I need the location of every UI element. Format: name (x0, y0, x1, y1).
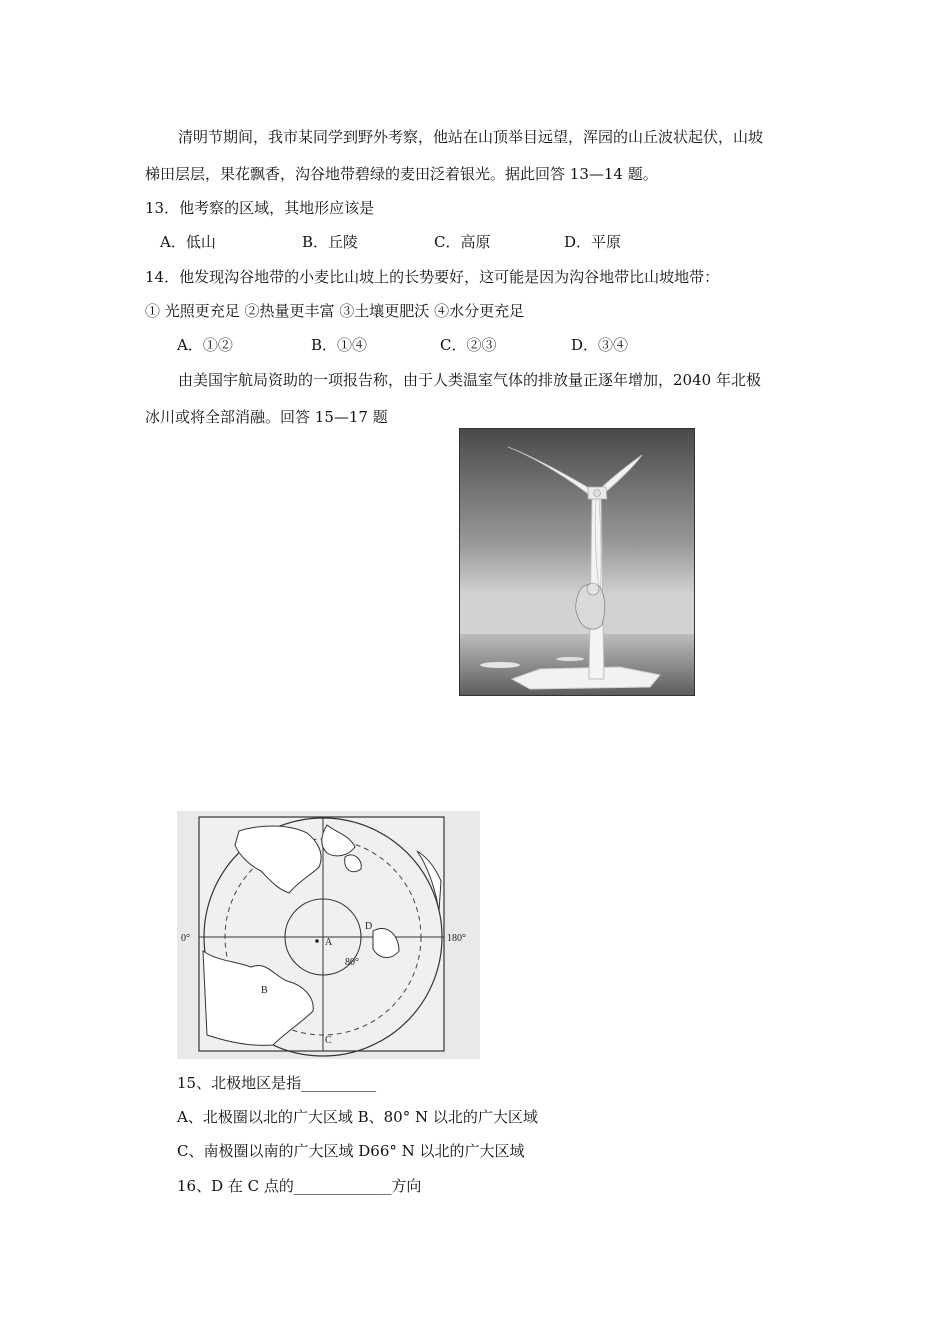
q13-option-a: A．低山 (160, 233, 216, 251)
map-point-a-label: A (325, 937, 333, 948)
wind-turbine-polar-bear-photo (459, 428, 695, 696)
passage1-line2: 梯田层层，果花飘香，沟谷地带碧绿的麦田泛着银光。据此回答 13—14 题。 (145, 165, 658, 183)
q13-option-c: C．高原 (434, 233, 491, 251)
map-point-d-label: D (365, 921, 373, 932)
map-point-c-label: C (325, 1035, 332, 1046)
passage2-line1: 由美国宇航局资助的一项报告称，由于人类温室气体的排放量正逐年增加，2040 年北极 (178, 371, 761, 389)
q14-option-d: D．③④ (571, 336, 629, 354)
q13-stem: 13．他考察的区域，其地形应该是 (145, 199, 375, 217)
passage1-line1: 清明节期间，我市某同学到野外考察，他站在山顶举目远望，浑园的山丘波状起伏，山坡 (178, 128, 764, 146)
map-right-lon-label: 180° (447, 933, 466, 944)
q14-option-b: B．①④ (311, 336, 368, 354)
q14-stem: 14．他发现沟谷地带的小麦比山坡上的长势要好，这可能是因为沟谷地带比山坡地带： (145, 268, 720, 286)
q15-stem: 15、北极地区是指__________ (177, 1074, 377, 1092)
q14-choices: ① 光照更充足 ②热量更丰富 ③土壤更肥沃 ④水分更充足 (145, 302, 525, 320)
q14-option-c: C．②③ (440, 336, 497, 354)
map-lat-80-label: 80° (345, 957, 359, 968)
q16-stem: 16、D 在 C 点的_____________方向 (177, 1177, 422, 1195)
q13-option-b: B．丘陵 (302, 233, 359, 251)
map-point-b-label: B (261, 985, 268, 996)
q13-option-d: D．平原 (564, 233, 622, 251)
map-left-lon-label: 0° (181, 933, 190, 944)
arctic-map (177, 811, 480, 1059)
q15-options-line2: C、南极圈以南的广大区域 D66° N 以北的广大区域 (177, 1142, 525, 1160)
q14-option-a: A．①② (177, 336, 233, 354)
q15-options-line1: A、北极圈以北的广大区域 B、80° N 以北的广大区域 (177, 1108, 538, 1126)
passage2-line2: 冰川或将全部消融。回答 15—17 题 (145, 408, 388, 426)
